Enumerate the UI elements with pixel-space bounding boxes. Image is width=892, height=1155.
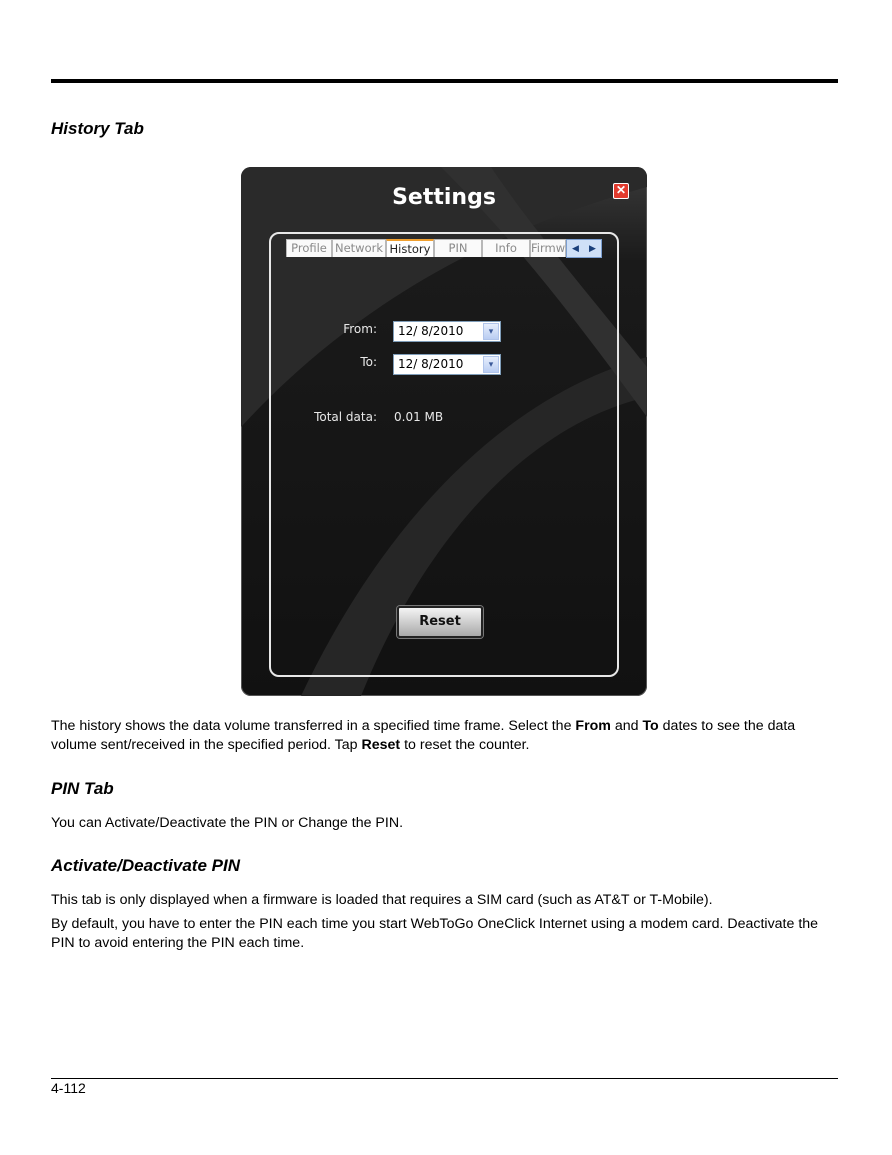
history-description — [51, 717, 841, 755]
to-date-picker[interactable] — [393, 354, 501, 375]
settings-window — [241, 167, 647, 696]
from-date-picker[interactable] — [393, 321, 501, 342]
history-text-2: and — [610, 718, 643, 734]
activate-pin-heading: Activate/Deactivate PIN — [51, 856, 240, 875]
close-icon[interactable]: ✕ — [613, 183, 629, 199]
history-text-from: From — [575, 718, 611, 734]
total-data-value: 0.01 MB — [394, 410, 444, 424]
activate-description-2: By default, you have to enter the PIN each time you start WebToGo OneClick Internet using a modem card. Deactivate the PIN to avoid entering the PIN each time. — [51, 916, 819, 951]
tab-bar — [286, 239, 602, 257]
history-text-4: to reset the counter. — [400, 737, 530, 753]
reset-button[interactable]: Reset — [397, 606, 483, 638]
tab-firmware[interactable]: Firmw — [531, 241, 566, 255]
to-date-value: 12/ 8/2010 — [398, 357, 464, 371]
history-tab-heading: History Tab — [51, 119, 144, 138]
pin-description: You can Activate/Deactivate the PIN or Change the PIN. — [51, 815, 404, 831]
tab-network[interactable]: Network — [332, 239, 386, 257]
history-text-reset: Reset — [361, 737, 401, 753]
tab-profile[interactable]: Profile — [286, 239, 332, 257]
tab-scroll-arrows — [566, 239, 602, 258]
chevron-right-icon[interactable]: ▶ — [589, 243, 596, 253]
to-label: To: — [360, 355, 377, 369]
chevron-down-icon[interactable]: ▾ — [483, 323, 499, 340]
pin-tab-heading: PIN Tab — [51, 779, 114, 798]
top-rule — [51, 79, 838, 83]
total-data-label: Total data: — [314, 410, 377, 424]
chevron-down-icon[interactable]: ▾ — [483, 356, 499, 373]
tab-info[interactable]: Info — [482, 239, 530, 257]
activate-description-1: This tab is only displayed when a firmware is loaded that requires a SIM card (such as AT&T or T-Mobile). — [51, 892, 713, 908]
page-number: 4-112 — [51, 1080, 86, 1096]
from-date-value: 12/ 8/2010 — [398, 324, 464, 338]
chevron-left-icon[interactable]: ◀ — [572, 243, 579, 253]
bottom-rule — [51, 1078, 838, 1079]
window-title: Settings — [392, 185, 496, 210]
history-text-to: To — [642, 718, 659, 734]
history-text-3: dates to see the data volume sent/received in the specified period. Tap — [51, 718, 796, 753]
from-label: From: — [343, 322, 377, 336]
tab-pin[interactable]: PIN — [434, 239, 482, 257]
history-text-1: The history shows the data volume transferred in a specified time frame. Select the — [51, 718, 576, 734]
tab-history[interactable]: History — [386, 239, 434, 257]
